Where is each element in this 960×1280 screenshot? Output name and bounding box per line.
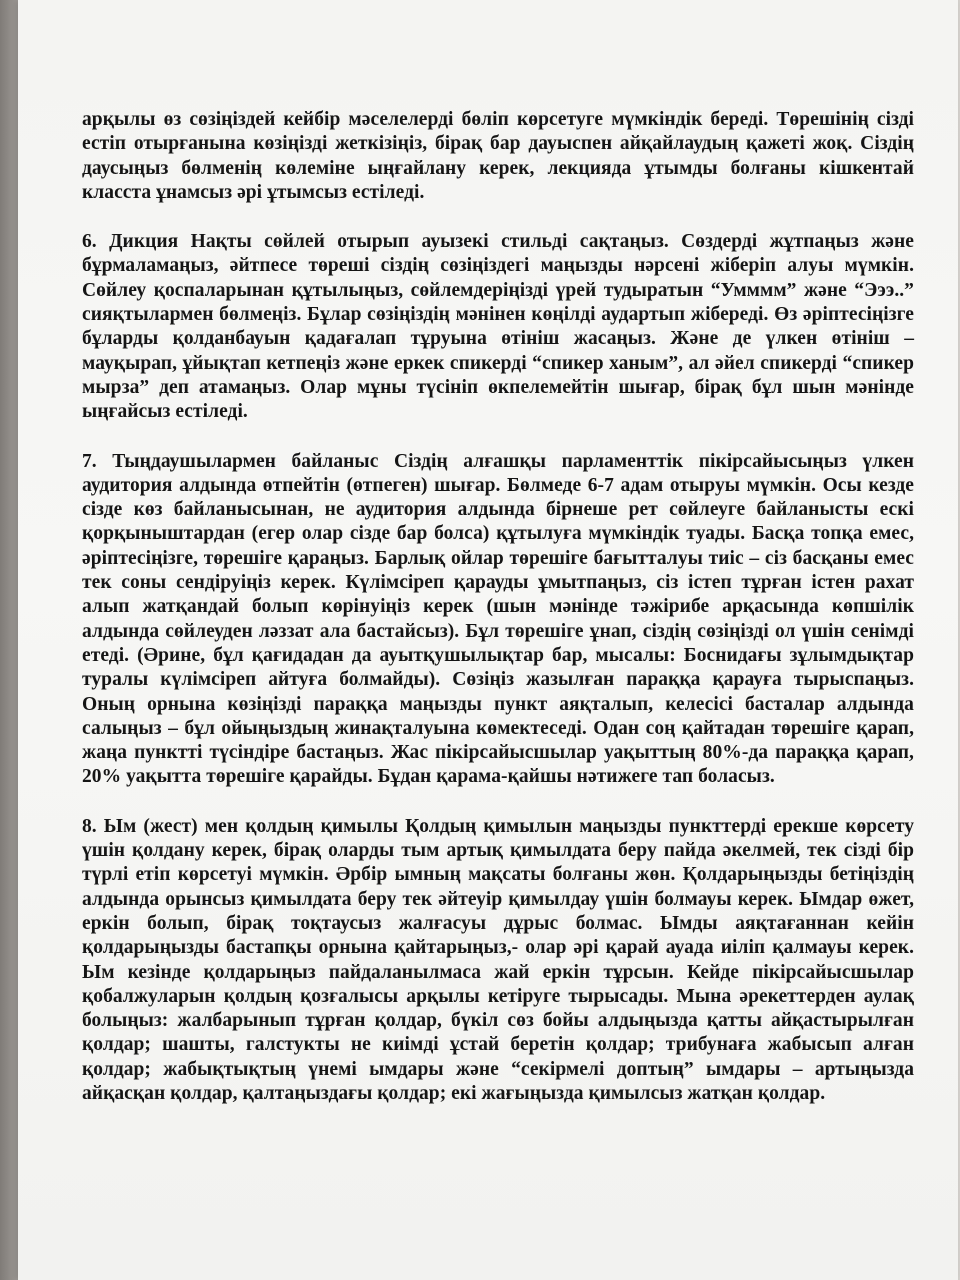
paragraph-continuation: арқылы өз сөзіңіздей кейбір мәселелерді бөліп көрсетуге мүмкіндік береді. Төрешінің сізді естіп отырғанына көзіңізді жеткізіңіз, бірақ бар дауыспен айқайлаудың қажеті жоқ. Сіздің даусыңыз бөлменің көлеміне ыңғайлану керек, лекцияда ұтымды болғаны кішкентай класста ұнамсыз әрі ұтымсыз естіледі. xyxy=(82,109,914,203)
paper-sheet xyxy=(18,0,958,1280)
text-body xyxy=(82,108,914,1106)
paragraph-gestures: 8. Ым (жест) мен қолдың қимылы Қолдың қимылын маңызды пункттерді ерекше көрсету үшін қолдану керек, бірақ оларды тым артық қимылдата беру пайда әкелмей, тек сізді бір түрлі етіп көрсетуі мүмкін. Әрбір ымның мақсаты болғаны жөн. Қолдарыңызды бетіңіздің алдында орынсыз қимылдата беру тек әйтеуір қимылдау үшін болмауы керек. Ымдар өжет, еркін болып, бірақ тоқтаусыз жалғасуы дұрыс болмас. Ымды аяқтағаннан кейін қолдарыңызды бастапқы орнына қайтарыңыз,- олар әрі қарай ауада иіліп қалмауы керек. Ым кезінде қолдарыңыз пайдаланылмаса жай еркін тұрсын. Кейде пікірсайысшылар қобалжуларын қолдың қозғалысы арқылы кетіруге тырысады. Мына әрекеттерден аулақ болыңыз: жалбарынып тұрған қолдар, бүкіл сөз бойы алдыңызда қатты айқастырылған қолдар; шашты, галстукты не киімді ұстай беретін қолдар; трибунаға жабысып алған қолдар; жабықтықтың үнемі ымдары және “секірмелі доптың” ымдары – артыңызда айқасқан қолдар, қалтаңыздағы қолдар; екі жағыңызда қимылсыз жатқан қолдар. xyxy=(82,815,914,1104)
paragraph-audience-contact: 7. Тыңдаушылармен байланыс Сіздің алғашқы парламенттік пікірсайысыңыз үлкен аудитория алдында өтпейтін (өтпеген) шығар. Бөлмеде 6-7 адам отыруы мүмкін. Осы кезде сізде көз байланысынан, не аудитория алдында бірнеше рет сөйлеуге байланысты ескі қорқыныштардан (егер олар сізде бар болса) құтылуға мүмкіндік туады. Басқа топқа емес, әріптесіңізге, төрешіге қараңыз. Барлық ойлар төрешіге бағытталуы тиіс – сіз басқаны емес тек соны сендіруіңіз керек. Күлімсіреп қарауды ұмытпаңыз, сіз істеп тұрған істен рахат алып жатқандай болып көрінуіңіз керек (шын мәнінде тәжірибе арқасында көпшілік алдында сөйлеуден ләззат ала бастайсыз). Бұл төрешіге ұнап, сіздің сөзіңізді ол үшін сенімді етеді. (Әрине, бұл қағидадан да ауытқушылықтар бар, мысалы: Боснидағы зұлымдықтар туралы күлімсіреп айтуға болмайды). Сөзіңіз жазылған параққа қарауға тырыспаңыз. Оның орнына көзіңізді параққа маңызды пункт аяқталып, келесісі басталар алдында салыңыз – бұл ойыңыздың жинақталуына көмектеседі. Одан соң қайтадан төрешіге қарап, жаңа пунктті түсіндіре бастаңыз. Жас пікірсайысшылар уақыттың 80%-да параққа қарап, 20% уақытта төрешіге қарайды. Бұдан қарама-қайшы нәтижеге тап боласыз. xyxy=(82,450,914,788)
paragraph-diction: 6. Дикция Нақты сөйлей отырып ауызекі стильді сақтаңыз. Сөздерді жұтпаңыз және бұрмаламаңыз, әйтпесе төреші сіздің сөзіңіздегі маңызды нәрсені жіберіп алуы мүмкін. Сөйлеу қоспаларынан құтылыңыз, сөйлемдеріңізді үрей тудыратын “Умммм” және “Эээ..” сияқтылармен бөлмеңіз. Бұлар сөзіңіздің мәнінен көңілді аудартып жібереді. Өз әріптесіңізге бұларды қолданбауын қадағалап тұруына өтініш жасаңыз. Және де үлкен өтініш – мауқырап, ұйықтап кетпеңіз және еркек спикерді “спикер ханым”, ал әйел спикерді “спикер мырза” деп атамаңыз. Олар мұны түсініп өкпелемейтін шығар, бірақ бұл шын мәнінде ыңғайсыз естіледі. xyxy=(82,231,914,423)
